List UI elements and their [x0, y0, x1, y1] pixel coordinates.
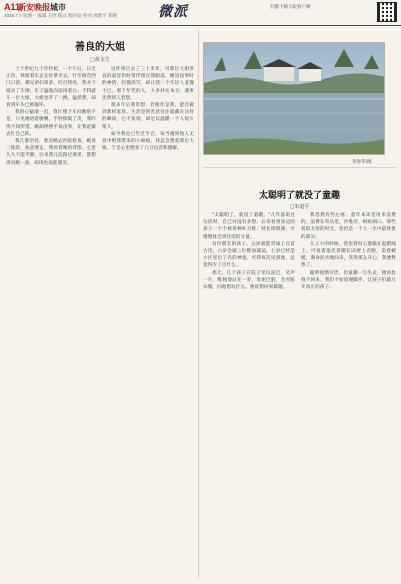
story-column — [6, 66, 96, 578]
section-name: 城市 — [50, 3, 66, 12]
paragraph: 上个世纪九十年代初，一个午后，日光正热，我骑着车走在往菜市去。行至街首西门口前，那兄弟们弟弟，红灯将亮，然并下坡岔了车闸，车子猛地向前闯着后。不料就斗一位大姐，大姐也吓了一跳，猛然想，却看到车头已被撞坏。 — [6, 67, 96, 109]
paragraph: 儿子小的时候，我也曾担心他输在起跑线上。可看着他光着脚在田埂上奔跑，追着蜻蜓，满身泥水地回来，笑得那么开心，我便释然了。 — [301, 241, 396, 269]
paragraph: 我几番坚持，要送她去医院检查，她再三推辞，执意要走。我看着她的背影，心里久久不能平静。后来我几次路过那里，都想再见她一面，却再也没能遇见。 — [6, 139, 96, 166]
masthead — [0, 0, 401, 26]
qr-note: 扫描下载大皖客户端 — [270, 4, 311, 9]
photo-caption: 李春华/摄 — [352, 160, 372, 165]
story-kind-sister — [6, 38, 194, 63]
paragraph: 我的心猛地一沉，我忙拥下车向她赔不是，只见她捂着胳膊，手肘擦破了皮，我吓得不知所措。她却摆摆手说没事，让我赶紧去忙自己的。 — [6, 110, 96, 137]
story-title: 善良的大姐 — [75, 42, 125, 53]
paragraph: 聪明固然可贵，但童趣一旦失去，便再也找不回来。我们不妨放慢脚步，让孩子们做几年真正的孩子。 — [301, 270, 396, 291]
qr-code-icon[interactable] — [377, 2, 397, 22]
paragraph: "太聪明了，就没了童趣。"几年前说这句话时，自己并没有多想。后来看到身边的孩子一个个被各种补习班、特长班填满，才慢慢体会到这话的分量。 — [203, 213, 295, 240]
paragraph: 有位朋友的孩子，五岁就能背诵上百首古诗，六岁会做三位数加减法，七岁已经是小区里出了名的神童。可我每次见到他，总觉得少了点什么。 — [203, 241, 295, 269]
section-divider — [203, 167, 396, 168]
column-logo: 微派 — [158, 4, 188, 20]
paragraph: 很多年后我常想，若换作是我，能否做到那样宽厚。生活里的善意往往就藏在这样的瞬间，它不张扬，却足以温暖一个人很久很久。 — [102, 103, 194, 130]
paragraph: 如今我也已年过半百，每当遇到他人无意中给我带来的小麻烦，我总会想起那位大姐，于是心里便多了几分包容和理解。 — [102, 131, 194, 152]
story-byline: □朱道平 — [289, 204, 310, 210]
page-meta: 2025.7.7 星期一 编辑 王欣 版式 程闪安 校对 周新宇 郑晓 — [4, 13, 118, 18]
story-column — [301, 212, 396, 578]
story-column — [102, 66, 194, 578]
story-byline: □黄永生 — [90, 57, 110, 63]
paragraph: 这件事过去了三十多年，可那位大姐善良的面容仍时常浮现在我眼前。她说没事时的神情，轻描淡写，却让我一个年轻人羞愧不已。那个年代的人，大多朴实本分，遇事先替别人着想。 — [102, 67, 194, 101]
paragraph: 那天，几个孩子在院子里玩泥巴，笑声一片，唯独他站在一旁，说泥巴脏，会弄脏衣服。问他想玩什么，他说想回家做题。 — [203, 270, 295, 291]
paper-logo: 新安晚报 — [18, 2, 50, 12]
landscape-photo-icon — [204, 43, 385, 155]
column-divider — [198, 30, 199, 578]
story-childhood — [203, 188, 396, 210]
story-title: 太聪明了就没了童趣 — [258, 191, 340, 201]
story-column — [203, 212, 295, 578]
page-number: A11 — [4, 2, 21, 12]
paragraph: 我忽然有些心疼。童年本该是用来浪费的，浪费在草丛里、沙堆旁、蚂蚁洞口。那些看似无用的时光，恰恰是一个人一生中最珍贵的部分。 — [301, 213, 396, 240]
news-photo — [203, 42, 385, 155]
